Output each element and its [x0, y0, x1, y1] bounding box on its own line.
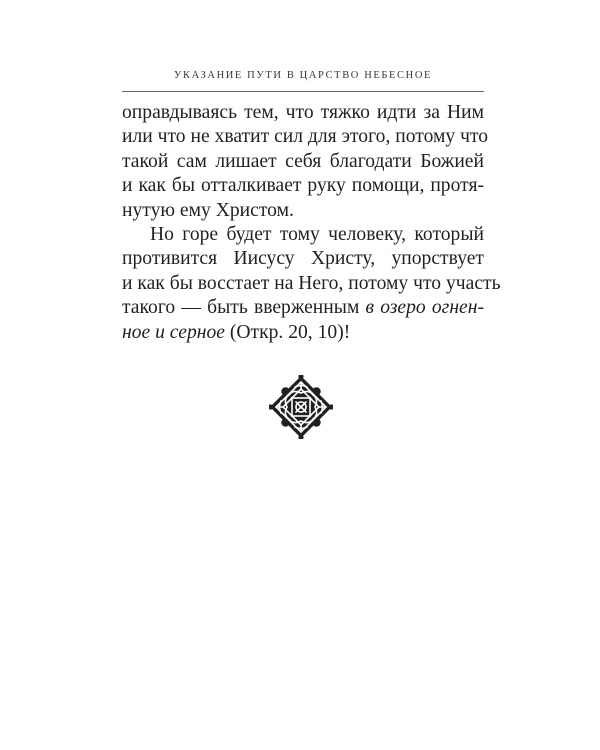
- celtic-knot-ornament-icon: [269, 375, 333, 439]
- text-line: такой сам лишает себя благодати Божией: [122, 150, 484, 172]
- running-head: УКАЗАНИЕ ПУТИ В ЦАРСТВО НЕБЕСНОЕ: [173, 70, 433, 81]
- body-text: [122, 101, 501, 345]
- italic-quote: в озеро огнен-: [365, 297, 484, 319]
- text-line: оправдываясь тем, что тяжко идти за Ним: [122, 102, 484, 123]
- text-line: противится Иисусу Христу, упорствует: [122, 248, 484, 270]
- text-line: [122, 321, 484, 345]
- text-line: или что не хватит сил для этого, потому что: [122, 126, 489, 148]
- text-line: Но горе будет тому человеку, который: [150, 223, 484, 245]
- text-line: и как бы восстает на Него, потому что участь: [122, 272, 501, 294]
- bible-reference: (Откр. 20, 10)!: [224, 321, 351, 343]
- text-segment: такого — быть вверженным: [122, 297, 366, 319]
- text-line: нутую ему Христом.: [122, 199, 294, 221]
- text-line: [122, 296, 484, 320]
- italic-quote: ное и серное: [122, 321, 225, 343]
- header-rule: [122, 91, 484, 92]
- text-line: и как бы отталкивает руку помощи, протя-: [122, 175, 484, 197]
